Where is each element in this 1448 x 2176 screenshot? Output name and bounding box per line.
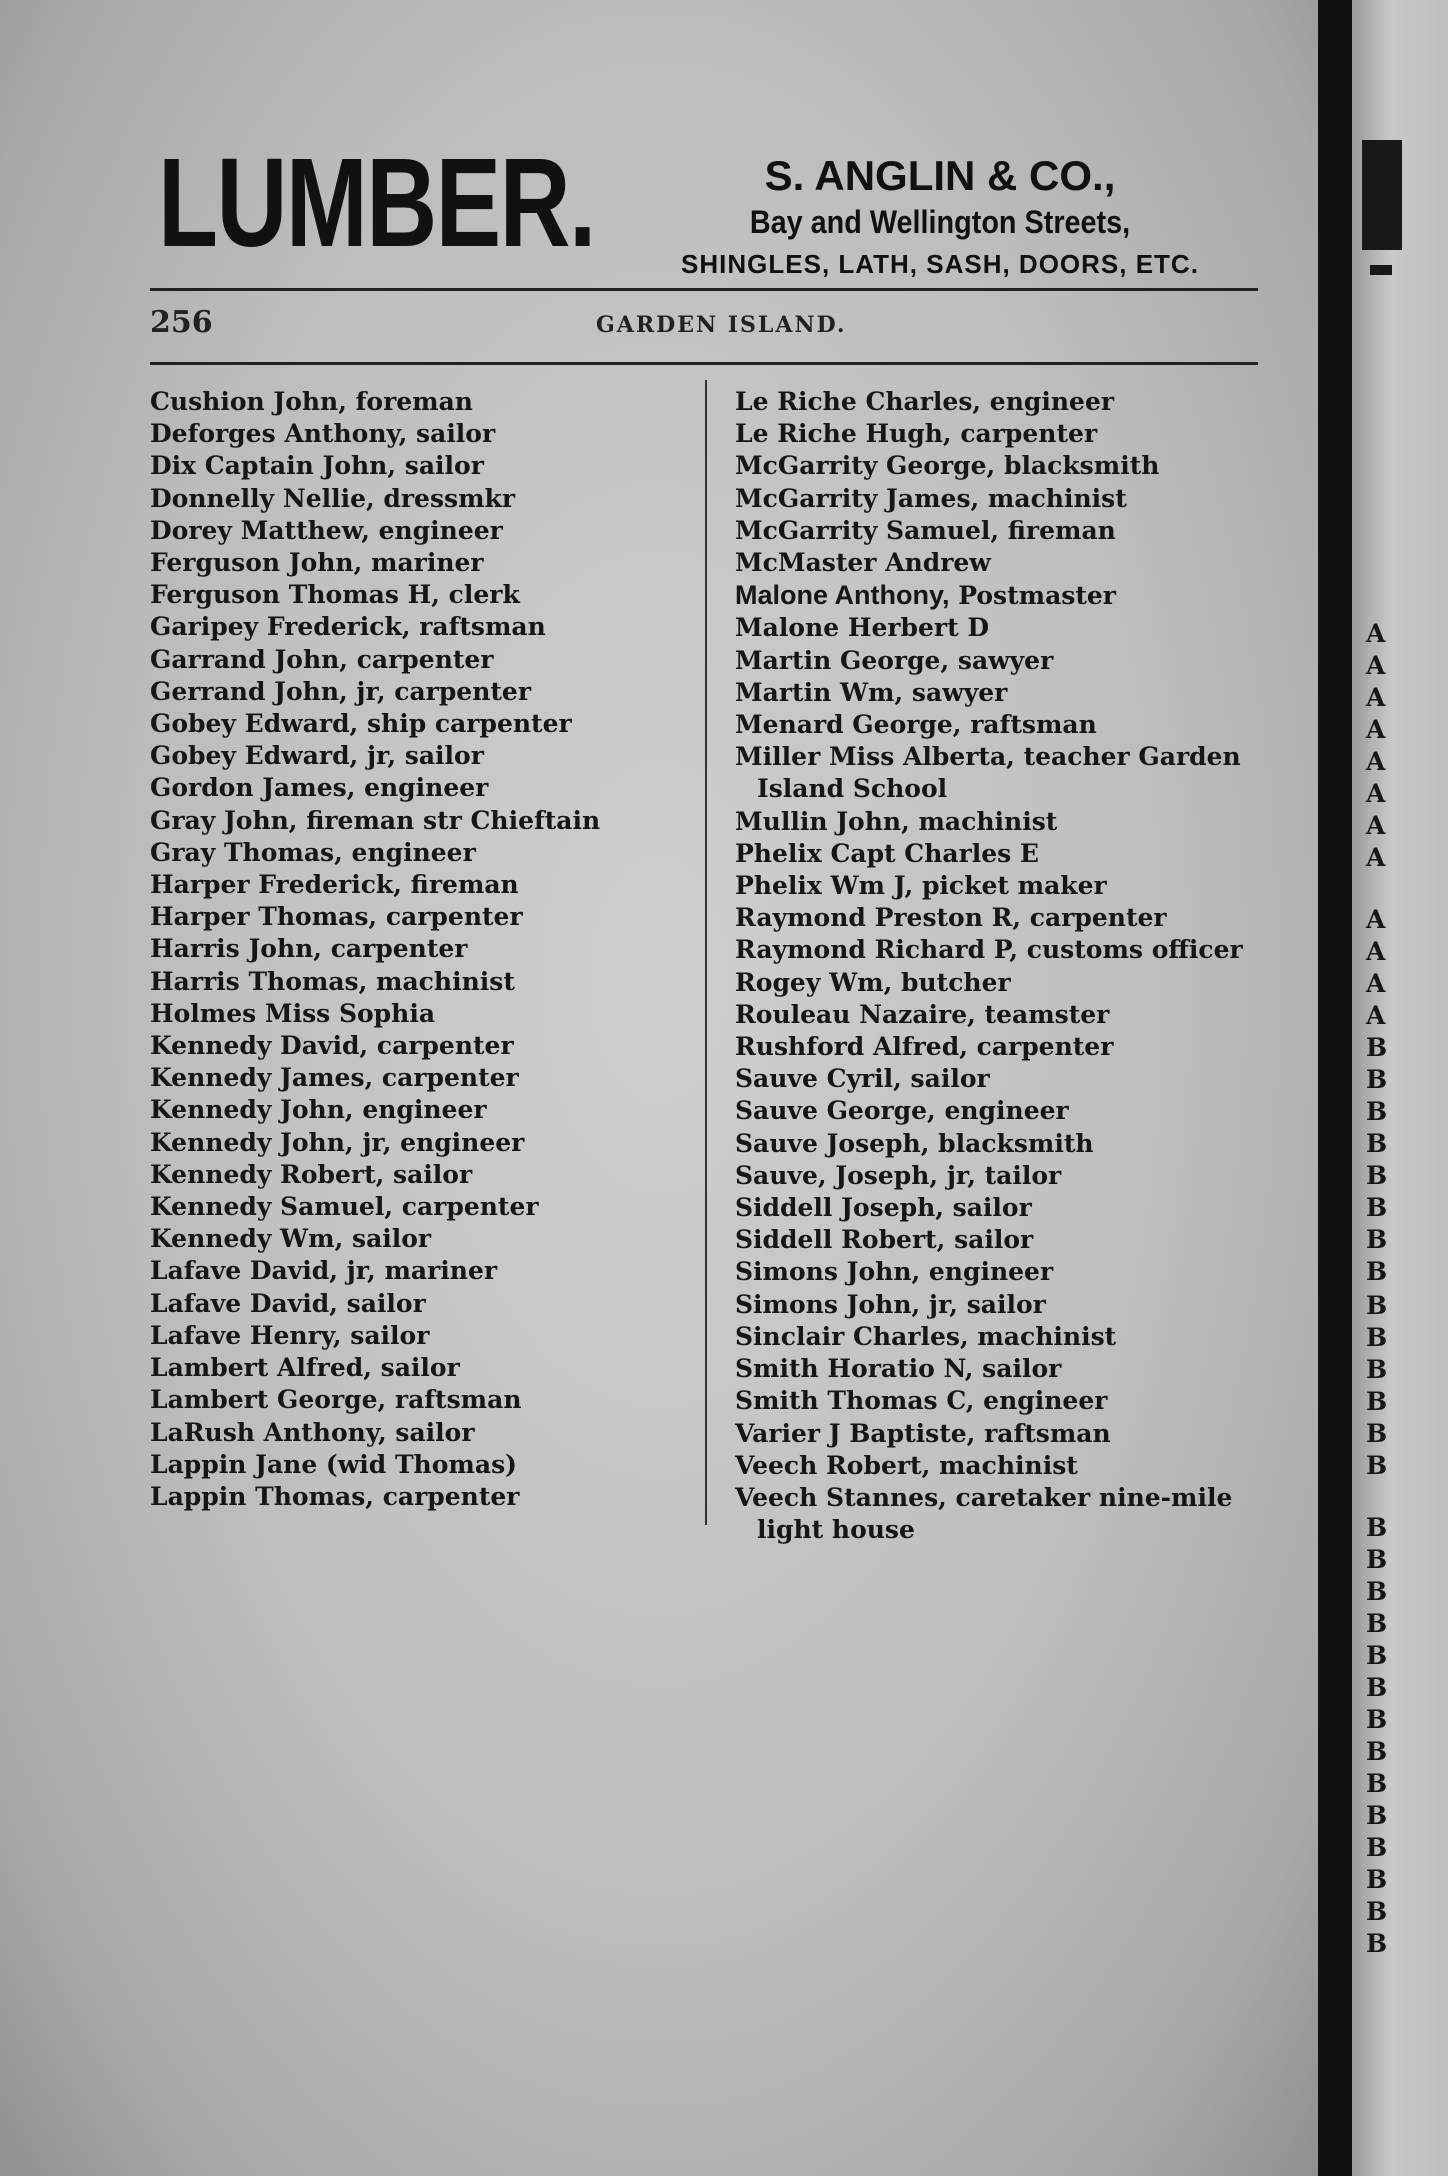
list-item: Gobey Edward, jr, sailor <box>150 741 484 771</box>
list-item-continuation: Island School <box>757 774 948 804</box>
adjacent-page-fragment: B <box>1366 1833 1388 1862</box>
right-column <box>735 386 1265 1546</box>
list-item: Sauve George, engineer <box>735 1096 1069 1126</box>
list-item: Mullin John, machinist <box>735 806 1058 836</box>
adjacent-page-fragment: B <box>1366 1737 1388 1766</box>
list-item: Rogey Wm, butcher <box>735 967 1011 997</box>
adjacent-page-fragment: B <box>1366 1609 1388 1638</box>
postmaster-role: Postmaster <box>949 581 1116 611</box>
list-item: Simons John, jr, sailor <box>735 1289 1046 1319</box>
adjacent-page-fragment: A <box>1366 969 1386 998</box>
adjacent-page-fragment: B <box>1366 1355 1388 1384</box>
adjacent-page-fragment: B <box>1366 1641 1388 1670</box>
list-item: Lafave David, sailor <box>150 1288 426 1318</box>
list-item: Kennedy John, engineer <box>150 1095 487 1125</box>
adjacent-page-fragment: A <box>1366 715 1386 744</box>
adjacent-page-fragment: B <box>1366 1769 1388 1798</box>
adjacent-page-fragment: B <box>1366 1291 1388 1320</box>
adjacent-page-mark <box>1370 265 1392 275</box>
list-item: LaRush Anthony, sailor <box>150 1417 475 1447</box>
list-item: Gray John, fireman str Chieftain <box>150 805 601 835</box>
adjacent-page-fragment: A <box>1366 1001 1386 1030</box>
list-item: Smith Thomas C, engineer <box>735 1386 1108 1416</box>
adjacent-page-edge <box>1352 0 1448 2176</box>
list-item: Lappin Thomas, carpenter <box>150 1481 520 1511</box>
list-item: Smith Horatio N, sailor <box>735 1354 1062 1384</box>
adjacent-page-fragment: A <box>1366 619 1386 648</box>
list-item: Malone Herbert D <box>735 613 990 643</box>
running-head: GARDEN ISLAND. <box>596 312 847 338</box>
adjacent-page-fragment: B <box>1366 1545 1388 1574</box>
list-item: Sauve Cyril, sailor <box>735 1064 990 1094</box>
list-item: Lafave Henry, sailor <box>150 1320 430 1350</box>
adjacent-page-fragment: A <box>1366 683 1386 712</box>
adjacent-page-fragment: B <box>1366 1929 1388 1958</box>
list-item: Le Riche Hugh, carpenter <box>735 419 1098 449</box>
list-item: Garrand John, carpenter <box>150 644 494 674</box>
adjacent-page-fragment: B <box>1366 1193 1388 1222</box>
adjacent-page-fragment: B <box>1366 1387 1388 1416</box>
advert-company: S. ANGLIN & CO., <box>764 152 1116 199</box>
list-item: Martin George, sawyer <box>735 645 1054 675</box>
list-item: Raymond Richard P, customs officer <box>735 935 1243 965</box>
list-item: McGarrity George, blacksmith <box>735 451 1160 481</box>
list-item: Garipey Frederick, raftsman <box>150 612 546 642</box>
list-item: Kennedy Robert, sailor <box>150 1159 473 1189</box>
list-item: Holmes Miss Sophia <box>150 998 436 1028</box>
postmaster-name: Malone Anthony, <box>735 580 950 611</box>
column-divider <box>705 380 707 1525</box>
list-item: Harris John, carpenter <box>150 934 468 964</box>
advert-goods: SHINGLES, LATH, SASH, DOORS, ETC. <box>681 249 1199 279</box>
adjacent-page-fragment: B <box>1366 1513 1388 1542</box>
header-rule-top <box>150 288 1258 291</box>
list-item: Simons John, engineer <box>735 1257 1054 1287</box>
list-item: Harris Thomas, machinist <box>150 966 515 996</box>
adjacent-page-fragment: B <box>1366 1705 1388 1734</box>
list-item: Kennedy James, carpenter <box>150 1063 519 1093</box>
list-item: Kennedy Wm, sailor <box>150 1224 432 1254</box>
advert-address: Bay and Wellington Streets, <box>749 204 1131 240</box>
adjacent-page-fragment: A <box>1366 937 1386 966</box>
adjacent-page-fragment: A <box>1366 811 1386 840</box>
list-item: Lambert Alfred, sailor <box>150 1353 460 1383</box>
list-item: Sinclair Charles, machinist <box>735 1321 1117 1351</box>
adjacent-page-fragment: B <box>1366 1129 1388 1158</box>
adjacent-page-fragment: B <box>1366 1323 1388 1352</box>
adjacent-page-fragment: B <box>1366 1097 1388 1126</box>
adjacent-page-fragment: A <box>1366 779 1386 808</box>
adjacent-page-fragment: A <box>1366 843 1386 872</box>
list-item: Ferguson John, mariner <box>150 548 484 578</box>
list-item: Deforges Anthony, sailor <box>150 419 496 449</box>
list-item: Cushion John, foreman <box>150 387 473 416</box>
list-item: Miller Miss Alberta, teacher Garden <box>735 742 1241 772</box>
list-item: Menard George, raftsman <box>735 710 1097 740</box>
list-item: Rouleau Nazaire, teamster <box>735 999 1110 1029</box>
list-item: Gray Thomas, engineer <box>150 837 476 867</box>
adjacent-page-fragment: B <box>1366 1161 1388 1190</box>
list-item: Varier J Baptiste, raftsman <box>735 1418 1111 1448</box>
adjacent-page-headline-fragment <box>1362 140 1402 250</box>
list-item: Harper Thomas, carpenter <box>150 902 523 932</box>
adjacent-page-fragment: B <box>1366 1033 1388 1062</box>
list-item: Sauve Joseph, blacksmith <box>735 1128 1094 1158</box>
list-item: McGarrity Samuel, fireman <box>735 515 1116 545</box>
list-item: Phelix Capt Charles E <box>735 838 1039 868</box>
adjacent-page-fragment: B <box>1366 1225 1388 1254</box>
list-item: Siddell Joseph, sailor <box>735 1193 1032 1223</box>
list-item: Gobey Edward, ship carpenter <box>150 709 572 739</box>
list-item: Siddell Robert, sailor <box>735 1225 1034 1255</box>
list-item: McGarrity James, machinist <box>735 483 1127 513</box>
adjacent-page-fragment: A <box>1366 651 1386 680</box>
list-item: Raymond Preston R, carpenter <box>735 903 1167 933</box>
list-item: Harper Frederick, fireman <box>150 870 519 900</box>
adjacent-page-fragment: B <box>1366 1865 1388 1894</box>
list-item: Lambert George, raftsman <box>150 1385 522 1415</box>
adjacent-page-fragment: B <box>1366 1577 1388 1606</box>
adjacent-page-fragment: B <box>1366 1257 1388 1286</box>
list-item: McMaster Andrew <box>735 548 991 578</box>
adjacent-page-fragment: A <box>1366 905 1386 934</box>
advert-block <box>660 152 1220 284</box>
adjacent-page-fragment: B <box>1366 1801 1388 1830</box>
list-item: Dix Captain John, sailor <box>150 451 484 481</box>
left-column <box>150 386 710 1513</box>
adjacent-page-fragment: B <box>1366 1065 1388 1094</box>
list-item: Gerrand John, jr, carpenter <box>150 676 532 706</box>
page-number: 256 <box>150 305 213 340</box>
header-rule-bottom <box>150 362 1258 365</box>
list-item: Phelix Wm J, picket maker <box>735 871 1107 901</box>
list-item-continuation: light house <box>757 1515 915 1545</box>
list-item: Sauve, Joseph, jr, tailor <box>735 1160 1062 1190</box>
list-item: Gordon James, engineer <box>150 773 489 803</box>
adjacent-page-fragment: A <box>1366 747 1386 776</box>
list-item-postmaster <box>735 579 1265 612</box>
adjacent-page-fragment: B <box>1366 1451 1388 1480</box>
adjacent-page-fragment: B <box>1366 1673 1388 1702</box>
list-item: Lappin Jane (wid Thomas) <box>150 1449 517 1479</box>
advert-headline: LUMBER. <box>158 132 595 273</box>
list-item: Kennedy John, jr, engineer <box>150 1127 525 1157</box>
list-item: Veech Robert, machinist <box>735 1450 1078 1480</box>
page-gutter <box>1318 0 1352 2176</box>
list-item: Donnelly Nellie, dressmkr <box>150 483 516 513</box>
list-item: Veech Stannes, caretaker nine-mile <box>735 1482 1233 1512</box>
adjacent-page-fragment: B <box>1366 1419 1388 1448</box>
list-item: Rushford Alfred, carpenter <box>735 1032 1114 1062</box>
list-item: Kennedy David, carpenter <box>150 1031 514 1061</box>
list-item: Martin Wm, sawyer <box>735 677 1008 707</box>
list-item: Dorey Matthew, engineer <box>150 515 503 545</box>
list-item: Le Riche Charles, engineer <box>735 387 1115 416</box>
adjacent-page-fragment: B <box>1366 1897 1388 1926</box>
list-item: Ferguson Thomas H, clerk <box>150 580 520 610</box>
list-item: Kennedy Samuel, carpenter <box>150 1192 539 1222</box>
list-item: Lafave David, jr, mariner <box>150 1256 498 1286</box>
